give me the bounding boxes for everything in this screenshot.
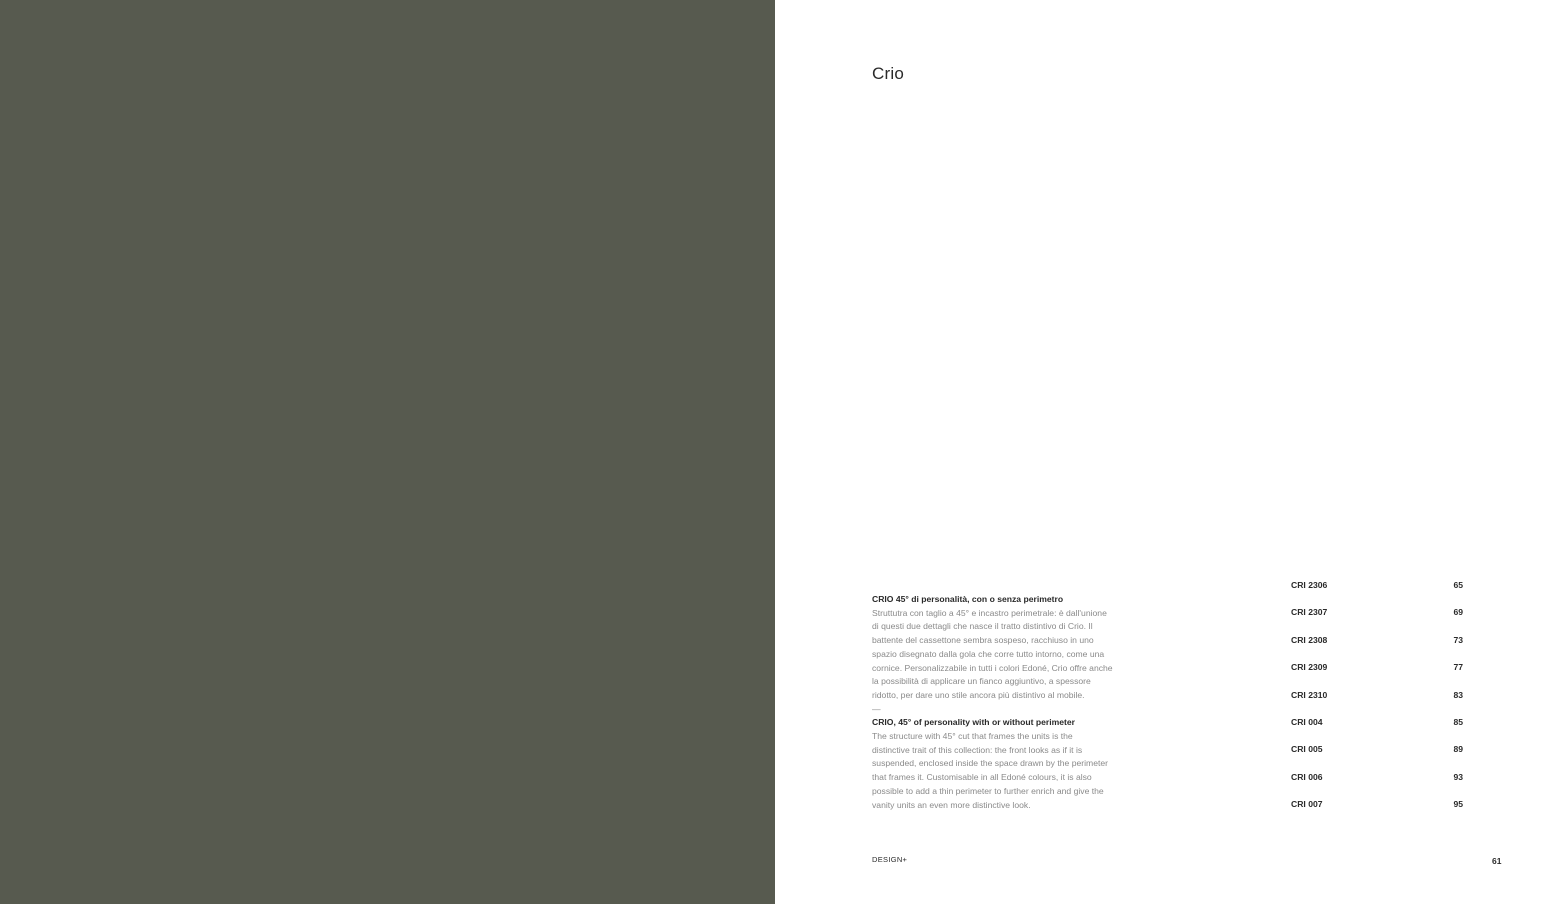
- description-line-it: la possibilità di applicare un fianco aggiuntivo, a spessore: [872, 676, 1091, 687]
- description-line-it: battente del cassettone sembra sospeso, racchiuso in uno: [872, 635, 1094, 646]
- product-code: CRI 2306: [1291, 580, 1328, 590]
- product-code: CRI 2308: [1291, 634, 1328, 645]
- index-row: [1291, 580, 1471, 607]
- index-row: [1291, 799, 1471, 826]
- description-line-en: distinctive trait of this collection: the front looks as if it is: [872, 744, 1083, 755]
- product-code: CRI 2307: [1291, 607, 1328, 618]
- index-row: [1291, 772, 1471, 799]
- product-code-index: [1291, 580, 1471, 827]
- product-page-number: 95: [1453, 799, 1463, 810]
- product-code: CRI 2310: [1291, 689, 1328, 700]
- index-row: [1291, 607, 1471, 634]
- index-row: [1291, 690, 1471, 717]
- description-line-it: di questi due dettagli che nasce il tratto distintivo di Crio. Il: [872, 621, 1093, 632]
- product-page-number: 83: [1453, 689, 1463, 700]
- description-line-en: vanity units an even more distinctive look.: [872, 799, 1031, 810]
- product-code: CRI 005: [1291, 744, 1323, 755]
- description-line-it: Struttutra con taglio a 45° e incastro perimetrale: è dall'unione: [872, 607, 1107, 618]
- description-heading-it: CRIO 45° di personalità, con o senza perimetro: [872, 594, 1064, 604]
- description-line-en: suspended, enclosed inside the space drawn by the perimeter: [872, 758, 1108, 769]
- right-page: [775, 0, 1550, 904]
- product-page-number: 65: [1453, 580, 1463, 590]
- description-line-en: The structure with 45° cut that frames the units is the: [872, 731, 1073, 742]
- description-line-en: possible to add a thin perimeter to further enrich and give the: [872, 785, 1104, 796]
- product-code: CRI 007: [1291, 799, 1323, 810]
- index-row: [1291, 662, 1471, 689]
- footer-brand: DESIGN+: [872, 855, 908, 864]
- language-separator: —: [872, 703, 881, 714]
- product-code: CRI 004: [1291, 716, 1323, 727]
- product-page-number: 77: [1453, 662, 1463, 673]
- index-row: [1291, 635, 1471, 662]
- product-page-number: 73: [1453, 634, 1463, 645]
- description-line-it: ridotto, per dare uno stile ancora più distintivo al mobile.: [872, 689, 1085, 700]
- collection-description: [872, 593, 1142, 812]
- index-row: [1291, 717, 1471, 744]
- footer-page-number: 61: [1492, 856, 1502, 866]
- page-title: Crio: [872, 64, 904, 83]
- description-line-it: spazio disegnato dalla gola che corre tutto intorno, come una: [872, 648, 1105, 659]
- description-line-en: that frames it. Customisable in all Edoné colours, it is also: [872, 772, 1092, 783]
- description-heading-en: CRIO, 45° of personality with or without perimeter: [872, 717, 1076, 728]
- product-code: CRI 006: [1291, 771, 1323, 782]
- product-page-number: 69: [1453, 607, 1463, 618]
- product-code: CRI 2309: [1291, 662, 1328, 673]
- product-page-number: 89: [1453, 744, 1463, 755]
- product-page-number: 93: [1453, 771, 1463, 782]
- description-line-it: cornice. Personalizzabile in tutti i colori Edoné, Crio offre anche: [872, 662, 1113, 673]
- product-page-number: 85: [1453, 716, 1463, 727]
- index-row: [1291, 744, 1471, 771]
